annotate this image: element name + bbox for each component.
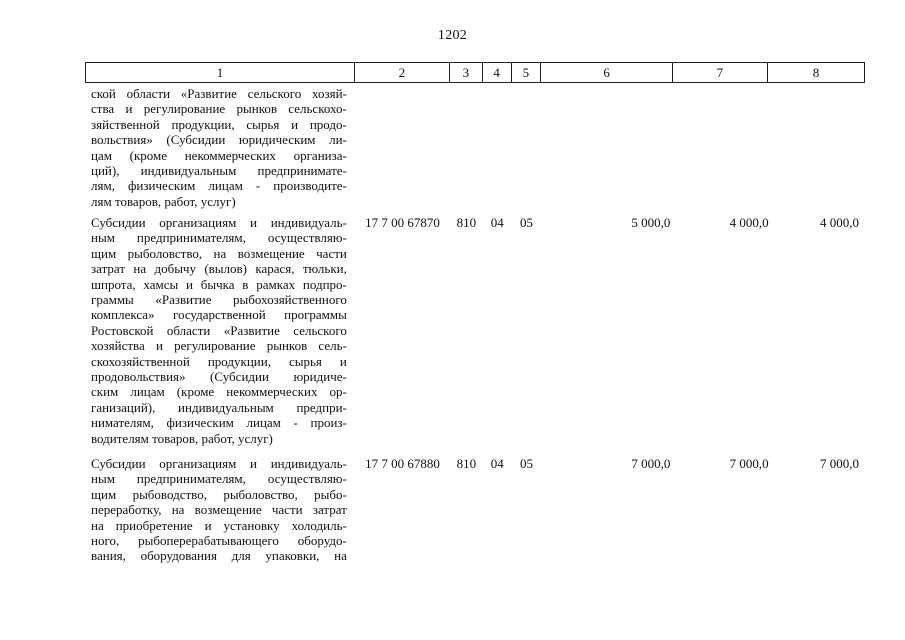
column-header-5: 5 (512, 63, 542, 82)
column-header-7: 7 (673, 63, 768, 82)
column-header-2: 2 (355, 63, 450, 82)
description-line: шпрота, хамсы и бычка в рамках подпро- (91, 276, 347, 292)
description-line: ного, рыбоперерабатывающего оборудо- (91, 533, 347, 549)
table-row (85, 86, 865, 209)
row-amount-6: 5 000,0 (631, 215, 671, 230)
description-line: на приобретение и установку холодиль- (91, 517, 347, 533)
row-code: 17 7 00 67870 (365, 215, 440, 230)
table-header (85, 62, 865, 83)
description-line: хозяйства и регулирование рынков сель- (91, 338, 347, 354)
description-line: Ростовской области «Развитие сельского (91, 322, 347, 338)
description-line: ской области «Развитие сельского хозяй- (91, 86, 347, 101)
row-amount-8 (769, 86, 865, 209)
description-line: вания, оборудования для упаковки, на (91, 548, 347, 564)
description-line: Субсидии организациям и индивидуаль- (91, 456, 347, 471)
row-col5 (512, 86, 542, 209)
row-col5: 05 (520, 456, 534, 471)
description-line: щим рыбоводство, рыболовство, рыбо- (91, 486, 347, 502)
description-line: ций), индивидуальным предпринимате- (91, 163, 347, 179)
description-line: ным предпринимателям, осуществляю- (91, 471, 347, 487)
row-description (85, 86, 355, 209)
row-amount-6 (541, 86, 673, 209)
description-line: граммы «Развитие рыбохозяйственного (91, 292, 347, 308)
page-number: 1202 (437, 28, 468, 43)
row-code: 17 7 00 67880 (365, 456, 440, 471)
description-line: затрат на добычу (вылов) карася, тюльки, (91, 261, 347, 277)
description-line: ганизаций), индивидуальным предпри- (91, 399, 347, 415)
row-description (85, 456, 355, 564)
row-col3: 810 (456, 215, 477, 230)
description-line: лям, физическим лицам - производите- (91, 178, 347, 194)
row-col4 (483, 86, 512, 209)
description-line: комплекса» государственной программы (91, 307, 347, 323)
row-amount-6: 7 000,0 (631, 456, 671, 471)
description-line: зяйственной продукции, сырья и продо- (91, 116, 347, 132)
row-col5: 05 (520, 215, 534, 230)
table-row (85, 456, 865, 564)
description-line: скохозяйственной продукции, сырья и (91, 353, 347, 369)
description-line: переработку, на возмещение части затрат (91, 502, 347, 518)
description-line: Субсидии организациям и индивидуаль- (91, 215, 347, 230)
row-amount-7: 7 000,0 (729, 456, 769, 471)
row-col4: 04 (490, 215, 504, 230)
description-line: ства и регулирование рынков сельскохо- (91, 101, 347, 117)
description-line: вольствия» (Субсидии юридическим ли- (91, 132, 347, 148)
row-col3 (450, 86, 483, 209)
row-amount-8: 4 000,0 (819, 215, 859, 230)
description-line: продовольствия» (Субсидии юридиче- (91, 369, 347, 385)
column-header-1: 1 (86, 63, 355, 82)
description-line: лям товаров, работ, услуг) (91, 193, 236, 209)
row-description (85, 215, 355, 446)
description-line: ским лицам (кроме некоммерческих ор- (91, 384, 347, 400)
table-row (85, 215, 865, 446)
description-line: нимателям, физическим лицам - произ- (91, 415, 347, 431)
description-line: водителям товаров, работ, услуг) (91, 430, 273, 446)
row-code (355, 86, 450, 209)
row-col3: 810 (456, 456, 477, 471)
row-amount-7 (673, 86, 768, 209)
column-header-4: 4 (483, 63, 512, 82)
row-col4: 04 (490, 456, 504, 471)
description-line: щим рыболовство, на возмещение части (91, 245, 347, 261)
column-header-3: 3 (450, 63, 483, 82)
column-header-6: 6 (541, 63, 673, 82)
row-amount-7: 4 000,0 (729, 215, 769, 230)
row-amount-8: 7 000,0 (819, 456, 859, 471)
description-line: цам (кроме некоммерческих организа- (91, 147, 347, 163)
column-header-8: 8 (812, 65, 820, 80)
description-line: ным предпринимателям, осуществляю- (91, 230, 347, 246)
